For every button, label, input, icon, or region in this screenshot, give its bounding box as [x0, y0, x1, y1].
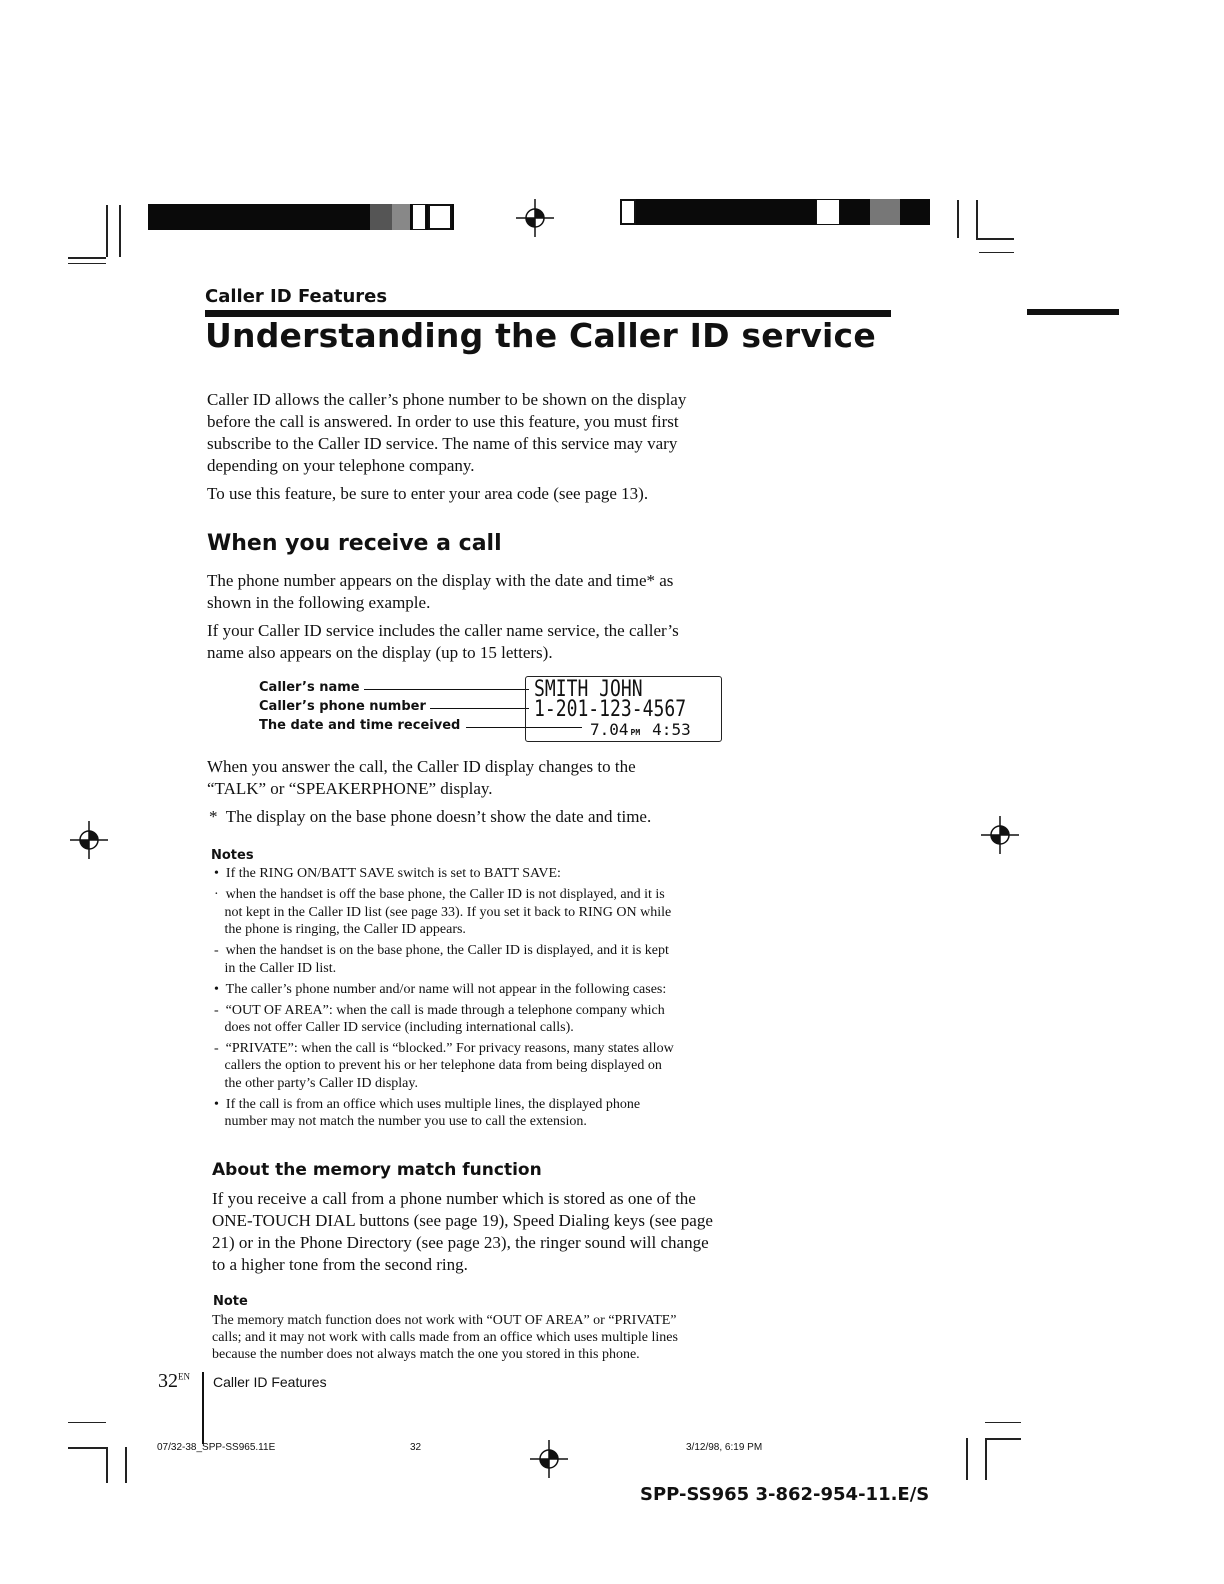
color-bar-cell — [620, 199, 636, 225]
note-line: because the number does not always match the one you stored in this phone. — [212, 1347, 640, 1362]
answer-paragraph — [207, 756, 787, 800]
display-phone-number: 1-201-123-4567 — [534, 697, 687, 722]
color-bar-cell — [370, 204, 392, 230]
text-line: If your Caller ID service includes the caller name service, the caller’s — [207, 621, 679, 640]
running-title: Caller ID Features — [213, 1374, 327, 1390]
display-date-time — [590, 720, 691, 740]
area-code-paragraph: To use this feature, be sure to enter your area code (see page 13). — [207, 484, 649, 503]
text-line: Caller ID allows the caller’s phone number to be shown on the display — [207, 390, 687, 409]
crop-mark — [966, 1438, 968, 1480]
color-bar-cell — [412, 204, 426, 230]
crop-mark — [985, 1438, 1021, 1440]
text-line: to a higher tone from the second ring. — [212, 1255, 468, 1274]
display-time: 4:53 — [652, 720, 691, 739]
page-title: Understanding the Caller ID service — [205, 316, 876, 355]
model-code: SPP-SS965 3-862-954-11.E/S — [640, 1484, 930, 1505]
leader-line — [430, 708, 529, 709]
memory-match-paragraph — [212, 1188, 812, 1276]
crop-mark — [957, 200, 959, 238]
notes-heading: Notes — [211, 848, 254, 863]
note-line: calls; and it may not work with calls made from an office which uses multiple lines — [212, 1330, 678, 1345]
caller-name-paragraph — [207, 620, 787, 664]
footer-divider — [202, 1372, 204, 1444]
diagram-label-name: Caller’s name — [259, 680, 360, 695]
note-line: callers the option to prevent his or her telephone data from being displayed on — [214, 1058, 662, 1073]
display-date: 7.04 — [590, 720, 629, 739]
registration-mark-icon — [516, 199, 554, 237]
caller-id-display — [525, 676, 722, 742]
crop-mark — [976, 238, 1014, 240]
note-line: - “OUT OF AREA”: when the call is made through a telephone company which — [214, 1003, 665, 1018]
crop-mark — [976, 200, 978, 238]
text-line: depending on your telephone company. — [207, 456, 475, 475]
text-line: “TALK” or “SPEAKERPHONE” display. — [207, 779, 493, 798]
crop-mark — [985, 1438, 987, 1480]
note-heading: Note — [213, 1294, 248, 1309]
footnote: * The display on the base phone doesn’t show the date and time. — [209, 807, 652, 826]
note-line: does not offer Caller ID service (including international calls). — [214, 1020, 574, 1035]
color-bar-left — [148, 204, 454, 230]
color-bar-cell — [428, 204, 452, 230]
print-page: 32 — [410, 1442, 422, 1453]
diagram-label-number: Caller’s phone number — [259, 699, 426, 714]
leader-line — [364, 689, 529, 690]
crop-mark — [125, 1447, 127, 1483]
section-heading: When you receive a call — [207, 531, 502, 556]
text-line: before the call is answered. In order to use this feature, you must first — [207, 412, 679, 431]
text-line: If you receive a call from a phone number which is stored as one of the — [212, 1189, 696, 1208]
text-line: The phone number appears on the display with the date and time* as — [207, 571, 674, 590]
side-tab-rule — [1027, 309, 1119, 315]
crop-mark — [68, 1447, 106, 1449]
receive-paragraph — [207, 570, 787, 614]
section-label: Caller ID Features — [205, 286, 388, 307]
crop-mark — [68, 257, 106, 259]
crop-mark — [979, 252, 1014, 253]
registration-mark-icon — [70, 821, 108, 859]
crop-mark — [106, 205, 108, 257]
crop-mark — [985, 1422, 1021, 1423]
color-bar-cell — [816, 199, 840, 225]
text-line: ONE-TOUCH DIAL buttons (see page 19), Speed Dialing keys (see page — [212, 1211, 713, 1230]
text-line: When you answer the call, the Caller ID display changes to the — [207, 757, 636, 776]
crop-mark — [119, 205, 121, 257]
text-line: name also appears on the display (up to 15 letters). — [207, 643, 553, 662]
intro-paragraph — [207, 389, 787, 477]
note-line: - “PRIVATE”: when the call is “blocked.” For privacy reasons, many states allow — [214, 1041, 674, 1056]
color-bar-right — [620, 199, 930, 225]
note-line: number may not match the number you use to call the extension. — [214, 1114, 587, 1129]
note-line: not kept in the Caller ID list (see page 33). If you set it back to RING ON while — [214, 905, 672, 920]
note-line: - when the handset is on the base phone, the Caller ID is displayed, and it is kept — [214, 943, 669, 958]
page-number-suffix: EN — [178, 1371, 190, 1382]
display-caller-name: SMITH JOHN — [534, 677, 643, 702]
subsection-heading: About the memory match function — [212, 1160, 542, 1180]
note-line: The memory match function does not work with “OUT OF AREA” or “PRIVATE” — [212, 1313, 677, 1328]
crop-mark — [106, 1447, 108, 1483]
note-line: in the Caller ID list. — [214, 961, 337, 976]
diagram-label-datetime: The date and time received — [259, 718, 461, 733]
note-line: • The caller’s phone number and/or name will not appear in the following cases: — [214, 982, 667, 997]
registration-mark-icon — [981, 816, 1019, 854]
color-bar-cell — [870, 199, 900, 225]
note-line: the phone is ringing, the Caller ID appears. — [214, 922, 466, 937]
registration-mark-icon — [530, 1440, 568, 1478]
page-number-value: 32 — [158, 1370, 178, 1392]
page-number — [158, 1370, 190, 1393]
display-ampm: PM — [630, 728, 641, 737]
print-file: 07/32-38_SPP-SS965.11E — [157, 1442, 276, 1453]
note-line: • If the call is from an office which uses multiple lines, the displayed phone — [214, 1097, 641, 1112]
color-bar-cell — [392, 204, 410, 230]
note-line: • If the RING ON/BATT SAVE switch is set to BATT SAVE: — [214, 866, 561, 881]
note-line: · when the handset is off the base phone, the Caller ID is not displayed, and it is — [214, 887, 665, 902]
note-line: the other party’s Caller ID display. — [214, 1076, 418, 1091]
text-line: subscribe to the Caller ID service. The name of this service may vary — [207, 434, 678, 453]
crop-mark — [68, 1422, 106, 1423]
print-date: 3/12/98, 6:19 PM — [686, 1442, 763, 1453]
text-line: shown in the following example. — [207, 593, 431, 612]
crop-mark — [68, 263, 106, 264]
text-line: 21) or in the Phone Directory (see page 23), the ringer sound will change — [212, 1233, 709, 1252]
